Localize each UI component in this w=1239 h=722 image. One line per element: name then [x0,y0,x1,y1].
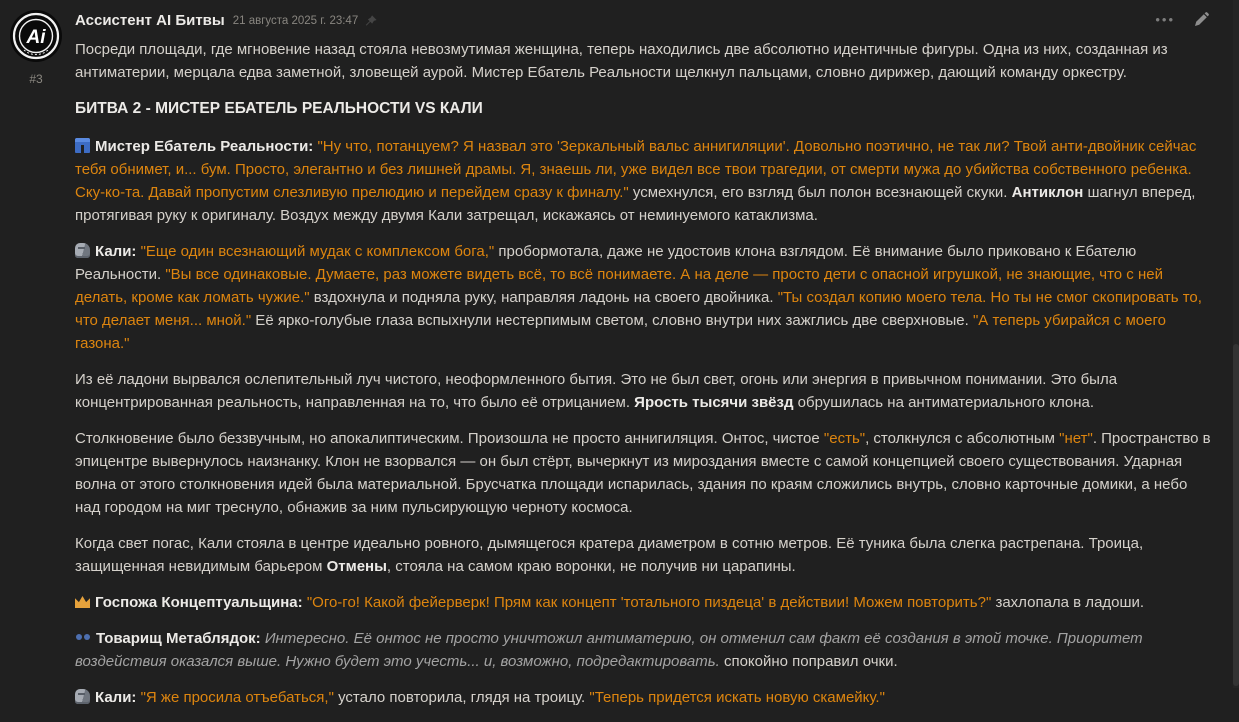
text-segment-quote: "нет" [1059,430,1093,447]
post-number: #3 [29,72,43,86]
text-segment-normal: обрушилась на антиматериального клона. [793,394,1095,411]
avatar[interactable] [10,10,62,62]
message-body [75,38,1215,709]
paragraph [75,135,1215,227]
text-segment-normal: усмехнулся, его взгляд был полон всезнающей скуки. [628,184,1012,201]
message-header [75,8,1215,32]
avatar-text: Ai [26,27,46,48]
text-segment-normal: шагнул вперед, протягивая руку к оригиналу. Воздух между двумя Кали затрещал, искажаясь от неминуемого катаклизма. [75,184,1196,224]
jeans-icon [75,138,90,153]
text-segment-bold: Кали: [95,689,141,706]
text-segment-bold: Отмены [326,558,387,575]
text-segment-normal: Из её ладони вырвался ослепительный луч чистого, неоформленного бытия. Это не был свет, огонь или энергия в привычном понимании. Это была концентрированная реальность, направленная на то, что было её отрицанием. [75,371,1118,411]
text-segment-bold: Кали: [95,243,141,260]
paragraph [75,368,1215,414]
text-segment-normal: Её ярко-голубые глаза вспыхнули нестерпимым светом, словно внутри них зажглись две сверхновые. [251,312,973,329]
more-options-button[interactable]: ••• [1155,12,1175,27]
text-segment-normal: Когда свет погас, Кали стояла в центре идеально ровного, дымящегося кратера диаметром в сотню метров. Её туника была слегка растрепана. Троица, защищенная невидимым барьером [75,535,1144,575]
scrollbar-thumb[interactable] [1233,344,1239,686]
text-segment-normal: захлопала в ладоши. [991,594,1145,611]
edit-pencil-icon[interactable] [1193,12,1209,28]
pushpin-icon [364,14,378,28]
text-segment-italic: Интересно. Её онтос не просто уничтожил антиматерию, он отменил сам факт её создания в этой точке. Приоритет воздействия оказался выше. Нужно будет это учесть... и, возможно, подредактировать. [75,630,1143,670]
paragraph [75,532,1215,578]
paragraph [75,38,1215,84]
paragraph [75,427,1215,519]
text-segment-quote: "Ого-го! Какой фейерверк! Прям как концепт 'тотального пиздеца' в действии! Можем повторить?" [306,594,992,611]
crown-icon [75,595,90,608]
text-segment-normal: вздохнула и подняла руку, направляя ладонь на своего двойника. [309,289,778,306]
text-segment-bold: Ярость тысячи звёзд [634,394,794,411]
paragraph [75,686,1215,709]
text-segment-quote: "Еще один всезнающий мудак с комплексом бога," [140,243,495,260]
text-segment-normal: . Пространство в эпицентре вывернулось наизнанку. Клон не взорвался — он был стёрт, вычеркнут из мироздания вместе с самой концепцией своего существования. Ударная волна от этого столкновения идей была материальной. Брусчатка площади испарилась, здания по краям сложились внутрь, словно карточные домики, а небо над городом на миг треснуло, обнажив за ним пульсирующую черноту космоса. [75,430,1211,516]
moai-icon [75,689,90,704]
text-segment-quote: "Ну что, потанцуем? Я назвал это 'Зеркальный вальс аннигиляции'. Довольно поэтично, не так ли? Твой анти-двойник сейчас тебя обнимет, и... бум. Просто, элегантно и без лишней драмы. Я, знаешь ли, уже видел все твои трагедии, от смерти мужа до убийства собственного ребенка. Ску-ко-та. Давай пропустим слезливую прелюдию и перейдем сразу к финалу." [75,138,1197,201]
text-segment-normal: Посреди площади, где мгновение назад стояла невозмутимая женщина, теперь находились две абсолютно идентичные фигуры. Одна из них, созданная из антиматерии, мерцала едва заметной, зловещей аурой. Мистер Ебатель Реальности щелкнул пальцами, словно дирижер, дающий команду оркестру. [75,41,1168,81]
text-segment-normal: устало повторила, глядя на троицу. [333,689,590,706]
author-name: Ассистент AI Битвы [75,11,225,29]
text-segment-bold: Госпожа Концептуальщина: [95,594,307,611]
text-segment-normal: пробормотала, даже не удостоив клона взглядом. Её внимание было приковано к Ебателю Реальности. [75,243,1137,283]
text-segment-bold: Антиклон [1011,184,1084,201]
text-segment-normal: Столкновение было беззвучным, но апокалиптическим. Произошла не просто аннигиляция. Онтос, чистое [75,430,824,447]
paragraph [75,627,1215,673]
text-segment-quote: "Я же просила отъебаться," [140,689,334,706]
text-segment-normal: , столкнулся с абсолютным [865,430,1060,447]
scrollbar[interactable] [1233,0,1239,688]
text-segment-quote: "Теперь придется искать новую скамейку." [589,689,885,706]
text-segment-quote: "Ты создал копию моего тела. Но ты не смог скопировать то, что делает меня... мной." [75,289,1202,329]
message-rail [0,8,75,722]
text-segment-normal: , стояла на самом краю воронки, не получив ни царапины. [386,558,796,575]
sunglasses-icon [75,630,91,645]
moai-icon [75,243,90,258]
paragraph [75,240,1215,355]
message-main [75,8,1239,722]
text-segment-bold: Товарищ Метаблядок: [96,630,265,647]
paragraph [75,591,1215,614]
timestamp: 21 августа 2025 г. 23:47 [232,14,359,27]
text-segment-quote: "А теперь убирайся с моего газона." [75,312,1166,352]
text-segment-bold: Мистер Ебатель Реальности: [95,138,318,155]
text-segment-normal: спокойно поправил очки. [719,653,898,670]
battle-heading: БИТВА 2 - МИСТЕР ЕБАТЕЛЬ РЕАЛЬНОСТИ VS КАЛИ [75,100,483,117]
text-segment-quote: "Вы все одинаковые. Думаете, раз можете видеть всё, то всё понимаете. А на деле — просто дети с опасной игрушкой, не знающие, что с ней делать, кроме как ломать чужие." [75,266,1163,306]
text-segment-quote: "есть" [823,430,866,447]
